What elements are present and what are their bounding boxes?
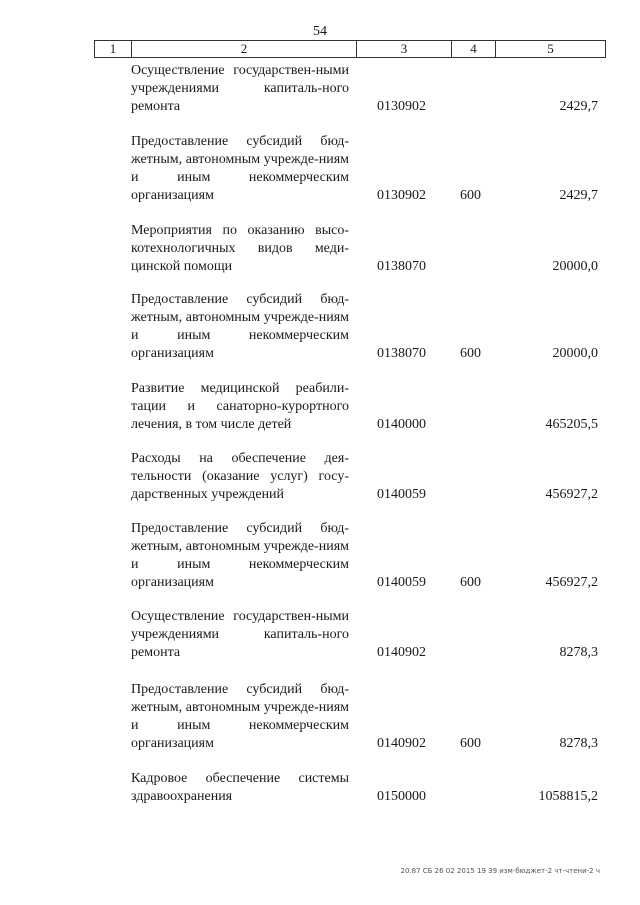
row-amount: 2429,7 [559,99,598,114]
row-description: Предоставление субсидий бюд-жетным, автономным учрежде-ниям и иным некоммерческим организациям [131,134,349,203]
row-vr: 600 [460,736,481,751]
row-vr: 600 [460,188,481,203]
row-amount: 20000,0 [552,259,598,274]
row-description: Расходы на обеспечение дея-тельности (оказание услуг) госу-дарственных учреждений [131,451,349,502]
table-header-row [94,40,606,58]
row-description: Предоставление субсидий бюд-жетным, автономным учрежде-ниям и иным некоммерческим организациям [131,292,349,361]
column-header-4: 4 [451,41,495,57]
row-code: 0140059 [377,487,426,502]
page-number: 54 [313,24,327,39]
row-description: Осуществление государствен-ными учреждениями капиталь-ного ремонта [131,609,349,660]
row-amount: 456927,2 [545,487,598,502]
row-amount: 8278,3 [559,736,598,751]
row-description: Осуществление государствен-ными учреждениями капиталь-ного ремонта [131,63,349,114]
row-description: Развитие медицинской реабили-тации и санаторно-курортного лечения, в том числе детей [131,381,349,432]
row-description: Кадровое обеспечение системы здравоохранения [131,771,349,804]
row-code: 0140000 [377,417,426,432]
column-header-5: 5 [495,41,606,57]
row-vr: 600 [460,575,481,590]
row-code: 0140902 [377,645,426,660]
row-description: Мероприятия по оказанию высо-котехнологичных видов меди-цинской помощи [131,223,349,274]
row-amount: 20000,0 [552,346,598,361]
column-header-3: 3 [356,41,451,57]
row-amount: 1058815,2 [538,789,598,804]
row-description: Предоставление субсидий бюд-жетным, автономным учрежде-ниям и иным некоммерческим организациям [131,521,349,590]
row-code: 0138070 [377,346,426,361]
row-code: 0130902 [377,188,426,203]
row-code: 0130902 [377,99,426,114]
row-code: 0150000 [377,789,426,804]
row-amount: 456927,2 [545,575,598,590]
footer-note: 20.87 СБ 26 02 2015 19 39 изм-бюджет-2 чт-чтени-2 ч [400,867,600,875]
row-code: 0138070 [377,259,426,274]
row-code: 0140059 [377,575,426,590]
row-description: Предоставление субсидий бюд-жетным, автономным учрежде-ниям и иным некоммерческим организациям [131,682,349,751]
row-amount: 465205,5 [545,417,598,432]
row-vr: 600 [460,346,481,361]
column-header-2: 2 [131,41,356,57]
row-amount: 8278,3 [559,645,598,660]
row-code: 0140902 [377,736,426,751]
row-amount: 2429,7 [559,188,598,203]
column-header-1: 1 [94,41,131,57]
